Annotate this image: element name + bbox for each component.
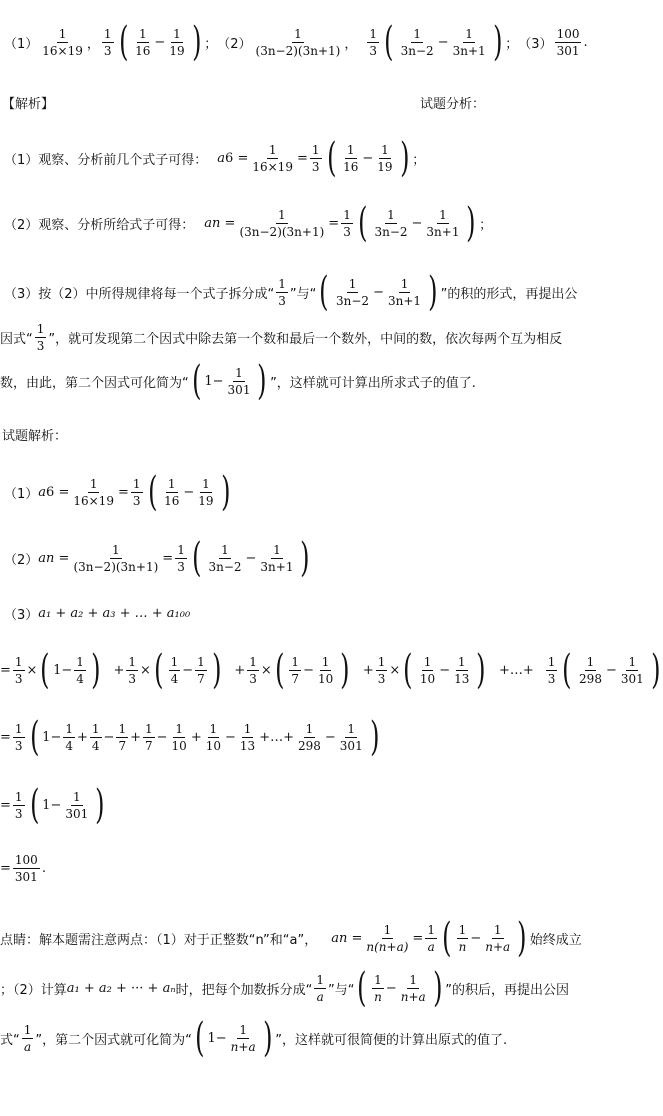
fraction: $\frac{1}{3n+1}$ [452,26,486,58]
analysis-header: 试题分析： [420,97,486,112]
note-line-1: 点睛：解本题需注意两点：（1）对于正整数“n”和“a”， a n = $\frac{1}{n(n+a)}$ = $\frac{1}{a}$ ( $\frac{1}{n}$ − $\frac{1}{n+a}$ ) 始终成立 [0,915,582,961]
solution-1: （1） a 6 = $\frac{1}{16\times 19}$ = $\frac{1}{3}$ ( $\frac{1}{16}$ − $\frac{1}{19}$ ) [4,469,231,515]
solution-3: （3） a₁ + a₂ + a₃ + … + a₁₀₀ [4,606,191,623]
final-result: = $\frac{100}{301}$ . [0,853,46,884]
note-line-3: 式“ $\frac{1}{a}$ ”，第二个因式就可化简为“ ( 1 − $\frac{1}{n+a}$ ) ”，这样就可很简便的计算出原式的值了. [0,1015,508,1061]
fraction: $\frac{1}{3n-2}$ [400,26,434,58]
analysis-3-line1: （3）按（2）中所得规律将每一个式子拆分成“ $\frac{1}{3}$ ”与“ ( $\frac{1}{3n-2}$ − $\frac{1}{3n+1}$ ) ”的积的形式，再提出公 [4,269,578,315]
analysis-3-line3: 数，由此，第二个因式可化简为“ ( 1 − $\frac{1}{301}$ ) ”，这样就可计算出所求式子的值了. [0,358,476,404]
fraction: $\frac{1}{19}$ [169,26,185,58]
expansion-line-2: = $\frac{1}{3}$ ( 1 − $\frac{1}{4}$ + $\frac{1}{4}$ − $\frac{1}{7}$ + $\frac{1}{7}$ − $\frac{1}{10}$ + $\frac{1}{10}$ − $\frac{1}{13}$ +…+ $\frac{1}{298}$ − $\frac{1}{301}$ ) [0,714,380,760]
answer-line: （1） $\frac{1}{16\times 19}$ ， $\frac{1}{3}$ ( $\frac{1}{16}$ − $\frac{1}{19}$ ) ； （2） $\frac{1}{(3n-2)(3n+1)}$ ， $\frac{1}{3}$ ( $\frac{1}{3n-2}$ − $\frac{1}{3n+1}$ ) ； （3） $\frac{100}{301}$ . [4,19,588,65]
fraction: $\frac{1}{3}$ [103,26,112,58]
fraction: $\frac{100}{301}$ [556,26,580,58]
expansion-line-1: = $\frac{1}{3}$ × ( 1 − $\frac{1}{4}$ ) + $\frac{1}{3}$ × ( $\frac{1}{4}$ − $\frac{1}{7}$ ) + $\frac{1}{3}$ × ( $\frac{1}{7}$ − $\frac{1}{10}$ ) + $\frac{1}{3}$ × ( $\frac{1}{10}$ − $\frac{1}{13}$ ) +…+ $\frac{1}{3}$ ( $\frac{1}{298}$ − $\frac{1}{301}$ ) [0,647,661,693]
fraction: $\frac{1}{(3n-2)(3n+1)}$ [255,26,341,58]
part3-label: （3） [518,36,553,52]
analysis-2: （2）观察、分析所给式子可得： a n = $\frac{1}{(3n-2)(3n+1)}$ = $\frac{1}{3}$ ( $\frac{1}{3n-2}$ − $\frac{1}{3n+1}$ ) ； [4,200,493,246]
fraction: $\frac{1}{3}$ [369,26,378,58]
solution-header: 试题解析： [2,429,68,444]
fraction: $\frac{1}{16\times 19}$ [42,26,83,58]
jiexi-header: 【解析】 [2,97,55,112]
analysis-1: （1）观察、分析前几个式子可得： a 6 = $\frac{1}{16\times 19}$ = $\frac{1}{3}$ ( $\frac{1}{16}$ − $\frac{1}{19}$ ) ； [4,135,426,181]
note-line-2: ；（2）计算 a₁ + a₂ + ··· + aₙ 时，把每个加数拆分成“ $\frac{1}{a}$ ”与“ ( $\frac{1}{n}$ − $\frac{1}{n+a}$ ) ”的积后，再提出公因 [0,965,570,1011]
expansion-line-3: = $\frac{1}{3}$ ( 1 − $\frac{1}{301}$ ) [0,782,105,828]
solution-2: （2） a n = $\frac{1}{(3n-2)(3n+1)}$ = $\frac{1}{3}$ ( $\frac{1}{3n-2}$ − $\frac{1}{3n+1}$ ) [4,535,310,581]
part1-label: （1） [4,36,39,52]
analysis-3-line2: 因式“ $\frac{1}{3}$ ”，就可发现第二个因式中除去第一个数和最后一个数外，中间的数，依次每两个互为相反 [0,322,563,353]
part2-label: （2） [217,36,252,52]
fraction: $\frac{1}{16}$ [135,26,151,58]
